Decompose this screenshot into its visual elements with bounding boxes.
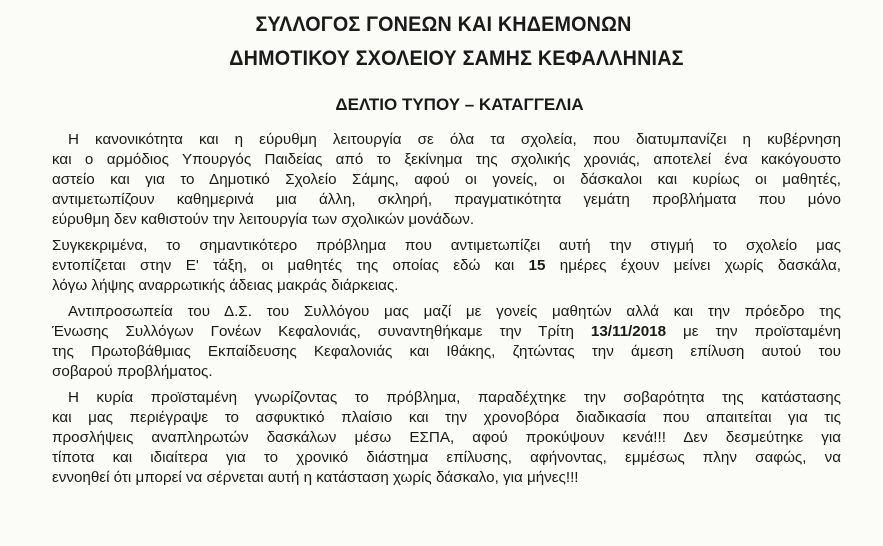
meeting-date: 13/11/2018: [590, 323, 667, 340]
text-run: με την προϊσταμένη: [666, 323, 841, 340]
paragraph-1: [52, 130, 841, 230]
paragraph-line: σοβαρού προβλήματος.: [52, 363, 213, 380]
paragraph-line: Η κυρία προϊσταμένη γνωρίζοντας το πρόβλημα, παραδέχτηκε την σοβαρότητα της κατάστασης: [68, 389, 841, 406]
text-run: Ένωσης Συλλόγων Γονέων Κεφαλονιάς, συναντηθήκαμε την Τρίτη: [52, 323, 591, 340]
paragraph-line: της Πρωτοβάθμιας Εκπαίδευσης Κεφαλονιάς και Ιθάκης, ζητώντας την άμεση επίλυση αυτού του: [52, 343, 841, 360]
text-run: ημέρες έχουν μείνει χωρίς δασκάλα,: [545, 257, 841, 274]
paragraph-line: λόγω λήψης αναρρωτικής άδειας μακράς διάρκειας.: [52, 277, 399, 294]
paragraph-line: και ο αρμόδιος Υπουργός Παιδείας από το ξεκίνημα της σχολικής χρονιάς, αποτελεί ένα κακόγουστο: [52, 151, 841, 168]
paragraph-3: [52, 302, 841, 382]
paragraph-4: [52, 388, 841, 488]
press-release-title: ΔΕΛΤΙΟ ΤΥΠΟΥ – ΚΑΤΑΓΓΕΛΙΑ: [335, 95, 584, 114]
paragraph-line: [52, 322, 841, 342]
paragraph-line: Αντιπροσωπεία του Δ.Σ. του Συλλόγου μας μαζί με γονείς μαθητών αλλά και την πρόεδρο της: [68, 303, 841, 320]
days-count: 15: [528, 257, 546, 274]
paragraph-line: τίποτα και ιδιαίτερα για το χρονικό διάστημα επίλυσης, αφήνοντας, εμμέσως πλην σαφώς, να: [52, 449, 841, 466]
paragraph-line: αστείο και για το Δημοτικό Σχολείο Σάμης, αφού οι γονείς, οι δάσκαλοι και κυρίως οι μαθητές,: [52, 171, 841, 188]
text-run: εντοπίζεται στην Ε' τάξη, οι μαθητές της οποίας εδώ και: [52, 257, 529, 274]
paragraph-line: [52, 256, 841, 276]
paragraph-line: εύρυθμη δεν καθιστούν την λειτουργία των σχολικών μονάδων.: [52, 211, 475, 228]
paragraph-line: αντιμετωπίζουν καθημερινά μια άλλη, σκληρή, πραγματικότητα γεμάτη προβλήματα που μόνο: [52, 191, 841, 208]
paragraph-line: Η κανονικότητα και η εύρυθμη λειτουργία σε όλα τα σχολεία, που διατυμπανίζει η κυβέρνηση: [68, 131, 841, 148]
paragraph-line: εννοηθεί ότι μπορεί να σέρνεται αυτή η κατάσταση χωρίς δάσκαλο, για μήνες!!!: [52, 469, 579, 486]
association-name-heading: ΣΥΛΛΟΓΟΣ ΓΟΝΕΩΝ ΚΑΙ ΚΗΔΕΜΟΝΩΝ: [255, 13, 632, 36]
paragraph-line: Συγκεκριμένα, το σημαντικότερο πρόβλημα που αντιμετωπίζει αυτή την στιγμή το σχολείο μας: [52, 237, 841, 254]
paragraph-line: προσλήψεις αναπληρωτών δασκάλων μέσω ΕΣΠΑ, αφού προκύψουν κενά!!! Δεν δεσμεύτηκε για: [52, 429, 841, 446]
paragraph-2: [52, 236, 841, 296]
paragraph-line: και μας περιέγραψε το ασφυκτικό πλαίσιο και την χρονοβόρα διαδικασία που απαιτείται για τις: [52, 409, 841, 426]
school-name-heading: ΔΗΜΟΤΙΚΟΥ ΣΧΟΛΕΙΟΥ ΣΑΜΗΣ ΚΕΦΑΛΛΗΝΙΑΣ: [229, 47, 684, 70]
